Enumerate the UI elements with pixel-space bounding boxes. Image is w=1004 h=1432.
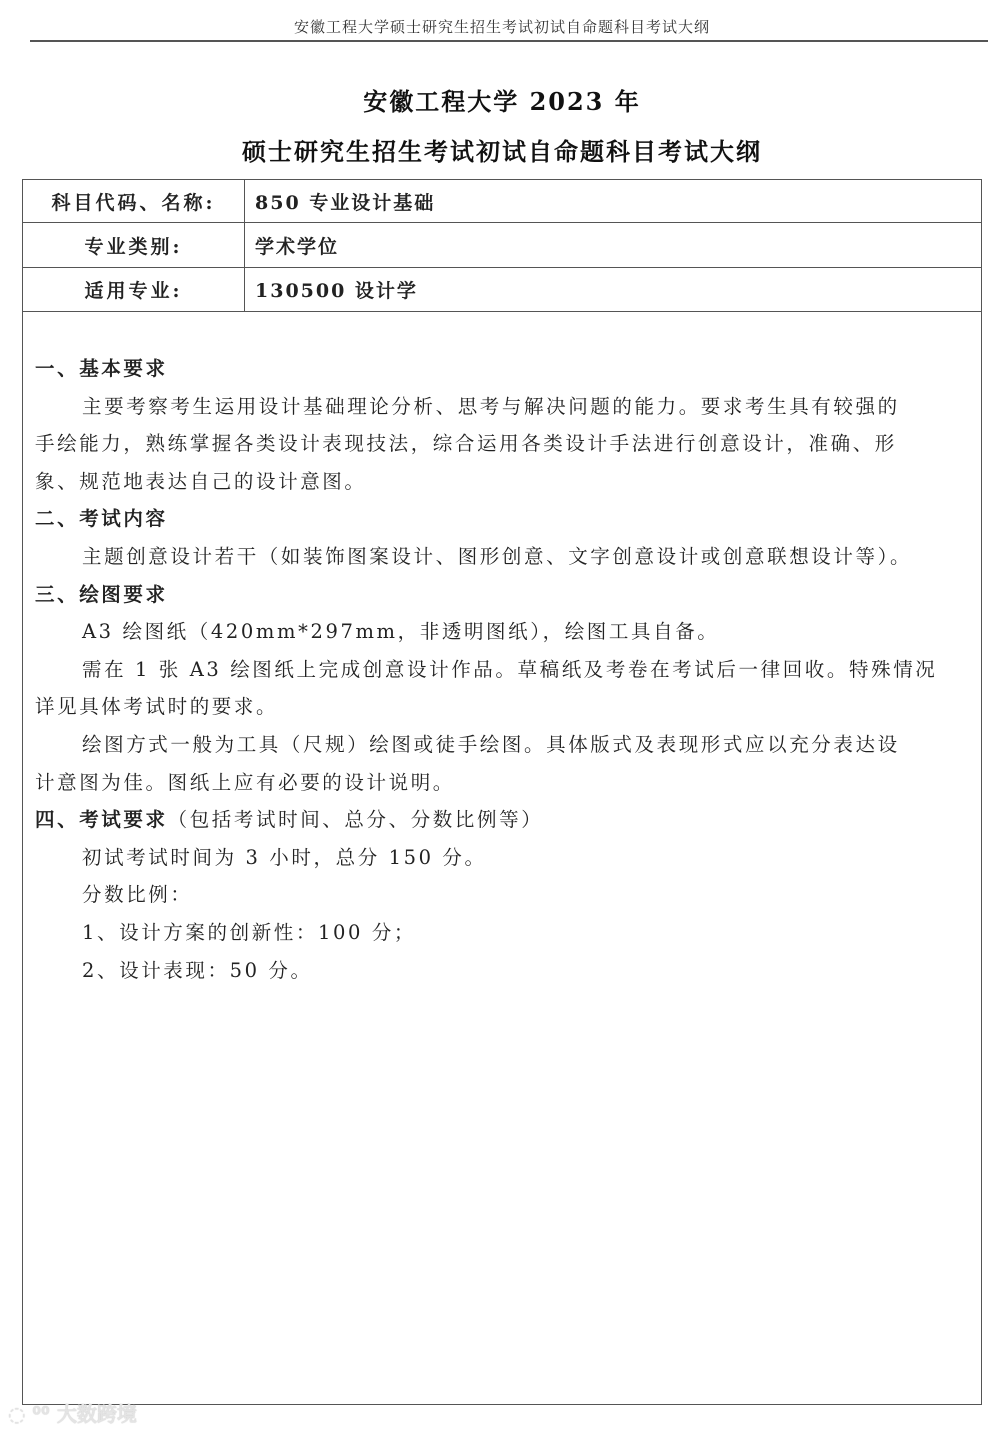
body-text-line: 主要考察考生运用设计基础理论分析、思考与解决问题的能力。要求考生具有较强的 xyxy=(82,394,900,418)
section-heading xyxy=(35,500,975,538)
body-text-line: 象、规范地表达自己的设计意图。 xyxy=(35,469,367,493)
value-category: 学术学位 xyxy=(255,235,340,258)
section-heading-text: 四、考试要求 xyxy=(35,808,168,832)
section-heading-text: 三、绘图要求 xyxy=(35,582,168,606)
label-major: 适用专业: xyxy=(23,268,245,311)
body-text-line: 2、设计表现：50 分。 xyxy=(82,958,313,982)
title-line-2: 硕士研究生招生考试初试自命题科目考试大纲 xyxy=(242,137,762,166)
body-text-line: 手绘能力，熟练掌握各类设计表现技法，综合运用各类设计手法进行创意设计，准确、形 xyxy=(35,432,897,456)
label-category: 专业类别: xyxy=(23,223,245,267)
header-rule xyxy=(30,40,988,42)
watermark-logo: ◌ ⁰⁰ 大数跨境 xyxy=(8,1402,137,1426)
section-heading xyxy=(35,801,975,839)
table-row-subject xyxy=(23,180,981,223)
table-row-major xyxy=(23,268,981,312)
title-line-1: 安徽工程大学 2023 年 xyxy=(363,87,641,116)
body-text-line: A3 绘图纸（420mm*297mm，非透明图纸），绘图工具自备。 xyxy=(82,620,720,644)
body-text-line: 主题创意设计若干（如装饰图案设计、图形创意、文字创意设计或创意联想设计等）。 xyxy=(82,544,913,568)
body-text-line: 绘图方式一般为工具（尺规）绘图或徒手绘图。具体版式及表现形式应以充分表达设 xyxy=(82,732,900,756)
running-header: 安徽工程大学硕士研究生招生考试初试自命题科目考试大纲 xyxy=(293,18,710,36)
body-text-line: 详见具体考试时的要求。 xyxy=(35,695,279,719)
body-text-line: 计意图为佳。图纸上应有必要的设计说明。 xyxy=(35,770,455,794)
value-major: 130500 设计学 xyxy=(255,280,418,302)
section-heading-note: （包括考试时间、总分、分数比例等） xyxy=(167,808,544,832)
section-heading-text: 一、基本要求 xyxy=(35,357,168,380)
body-text-line: 需在 1 张 A3 绘图纸上完成创意设计作品。草稿纸及考卷在考试后一律回收。特殊情况 xyxy=(82,657,938,681)
section-heading xyxy=(35,576,975,614)
label-subject: 科目代码、名称: xyxy=(23,180,245,222)
value-subject: 850 专业设计基础 xyxy=(255,191,436,214)
body-text-line: 1、设计方案的创新性：100 分； xyxy=(82,920,417,944)
body-text-line: 初试考试时间为 3 小时，总分 150 分。 xyxy=(82,845,487,869)
syllabus-body xyxy=(35,350,975,989)
section-heading xyxy=(35,350,975,388)
section-heading-text: 二、考试内容 xyxy=(35,507,168,531)
body-text-line: 分数比例： xyxy=(82,883,193,907)
table-row-category xyxy=(23,223,981,268)
